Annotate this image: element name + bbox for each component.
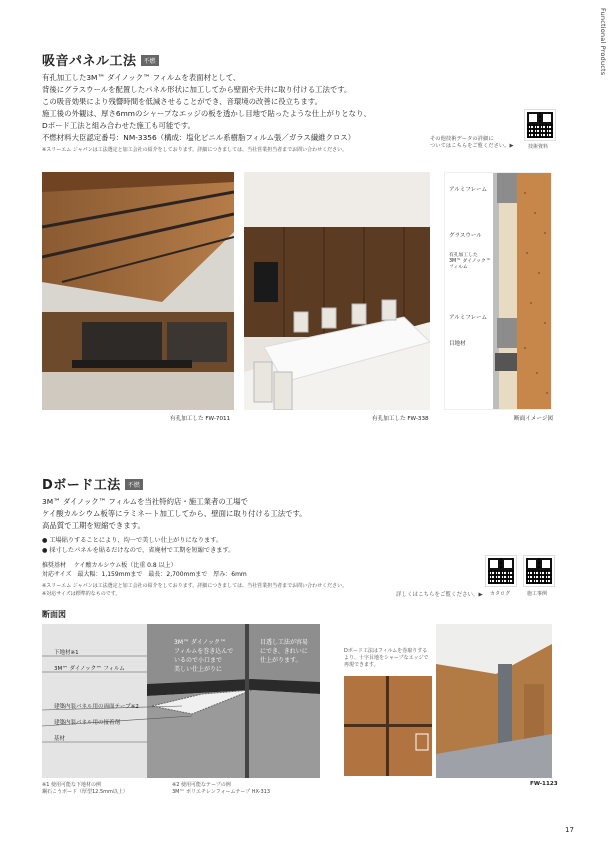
section1-line: Dボード工法と組み合わせた施工も可能です。 (42, 121, 195, 130)
section1-heading (42, 50, 159, 69)
qr-code-case-studies[interactable] (524, 556, 554, 586)
section-label: 基材 (54, 736, 66, 742)
section3-title: 断面図 (42, 610, 66, 619)
callout-joint: 目透し工法が容易 にでき、きれいに 仕上がります。 (260, 639, 309, 664)
spec-material: 推奨基材 ケイ酸カルシウム板（比重 0.8 以上） (42, 562, 177, 569)
section1-badge: 不燃 (141, 55, 159, 66)
section2-bullets (42, 536, 234, 556)
section1-line: 不燃材料大臣認定番号：NM-3356（構成：塩化ビニル系樹脂フィルム張／ガラス繊維クロス） (42, 133, 356, 142)
qr-caption-technical: 技術資料 (528, 144, 549, 150)
section2-title: Dボード工法 (42, 478, 121, 493)
section-label: 建築内装パネル用の両面テープ※2 (54, 704, 139, 710)
section2-badge: 不燃 (125, 479, 143, 490)
page-number: 17 (565, 826, 574, 834)
photo-fw1123 (436, 624, 552, 778)
spec-size: 対応サイズ 最大幅：1,159mmまで 最長：2,700mmまで 厚み：6mm (42, 571, 247, 578)
section2-line: ケイ酸カルシウム板等にラミネート加工してから、壁面に取り付ける工法です。 (42, 509, 307, 518)
diagram-caption: 断面イメージ図 (514, 416, 553, 422)
qr-caption-catalog: カタログ (490, 591, 511, 597)
bullet-item: ● 採寸したパネルを貼るだけなので、省廃材で工期を短縮できます。 (42, 547, 235, 554)
section-label: 3M™ ダイノック™ フィルム (54, 666, 125, 672)
section1-line: この吸音効果により残響時間を低減させることができ、音環境の改善に役立ちます。 (42, 97, 322, 106)
section2-line: 高品質で工期を短縮できます。 (42, 521, 145, 530)
photo-fw338-caption: 有孔加工した FW-338 (372, 416, 429, 422)
photo-fw7011-caption: 有孔加工した FW-7011 (170, 416, 231, 422)
side-label: Functional Products (599, 8, 607, 76)
section1-note: ※スリーエム ジャパンは工法選定と加工会社の紹介をしております。詳細につきましては、当社営業担当者までお問い合わせください。 (42, 147, 348, 153)
dboard-text: Dボード工法はフィルムを巻取りする より、十字目地をシャープなエッジで 再現できます。 (344, 648, 429, 668)
section1-line: 施工後の外観は、厚さ6mmのシャープなエッジの板を透かし目地で貼ったような仕上がりとなり、 (42, 109, 371, 118)
cross-section-diagram (444, 172, 552, 410)
footnote-1: ※1 使用可能な下地材の例 鋼石こうボード（厚型12.5mm以上） (42, 782, 128, 795)
section-label: 下地材※1 (54, 650, 79, 656)
section2-note1: ※スリーエム ジャパンは工法選定と加工会社の紹介をしております。詳細につきましては、当社営業担当者までお問い合わせください。 (42, 583, 348, 589)
section1-title: 吸音パネル工法 (42, 54, 137, 69)
bullet-item: ● 工場貼りすることにより、均一で美しい仕上がりになります。 (42, 537, 223, 544)
footnote-2: ※2 使用可能なテープの例 3M™ ポリエチレンフォームテープ HX-313 (172, 782, 271, 795)
dboard-joint-photo (344, 676, 432, 776)
diagram-label: アルミフレーム (449, 187, 488, 193)
photo-fw338 (244, 172, 430, 410)
qr-code-technical[interactable] (525, 110, 555, 140)
section1-line: 有孔加工した3M™ ダイノック™ フィルムを表面材として、 (42, 73, 241, 82)
section-label: 建築内装パネル用の接着剤 (54, 720, 121, 726)
section1-qr-text: その他技術データの詳細に ついてはこちらをご覧ください。▶ (430, 136, 514, 149)
diagram-label: 目地材 (449, 341, 466, 347)
qr-code-catalog[interactable] (486, 556, 516, 586)
diagram-label: 有孔加工した 3M™ ダイノック™ フィルム (449, 253, 491, 270)
cross-section-drawing (42, 624, 320, 778)
callout-wrap: 3M™ ダイノック™ フィルムを巻き込んで いるので小口まで 美しい仕上がりに (174, 639, 234, 673)
section2-qr-text: 詳しくはこちらをご覧ください。▶ (396, 592, 483, 598)
section1-body (42, 72, 512, 144)
photo-fw1123-caption: FW-1123 (530, 781, 558, 787)
section1-line: 背後にグラスウールを配置したパネル形状に加工してから壁面や天井に取り付ける工法です。 (42, 85, 352, 94)
section2-note2: ※対応サイズは標準的なものです。 (42, 591, 121, 597)
section2-specs (42, 561, 247, 579)
photo-fw7011 (42, 172, 234, 410)
qr-caption-case-studies: 施工事例 (527, 591, 548, 597)
section2-heading (42, 474, 143, 493)
diagram-label: アルミフレーム (449, 315, 488, 321)
section2-body (42, 496, 462, 532)
diagram-label: グラスウール (449, 233, 482, 239)
section2-line: 3M™ ダイノック™ フィルムを当社特約店・施工業者の工場で (42, 497, 248, 506)
